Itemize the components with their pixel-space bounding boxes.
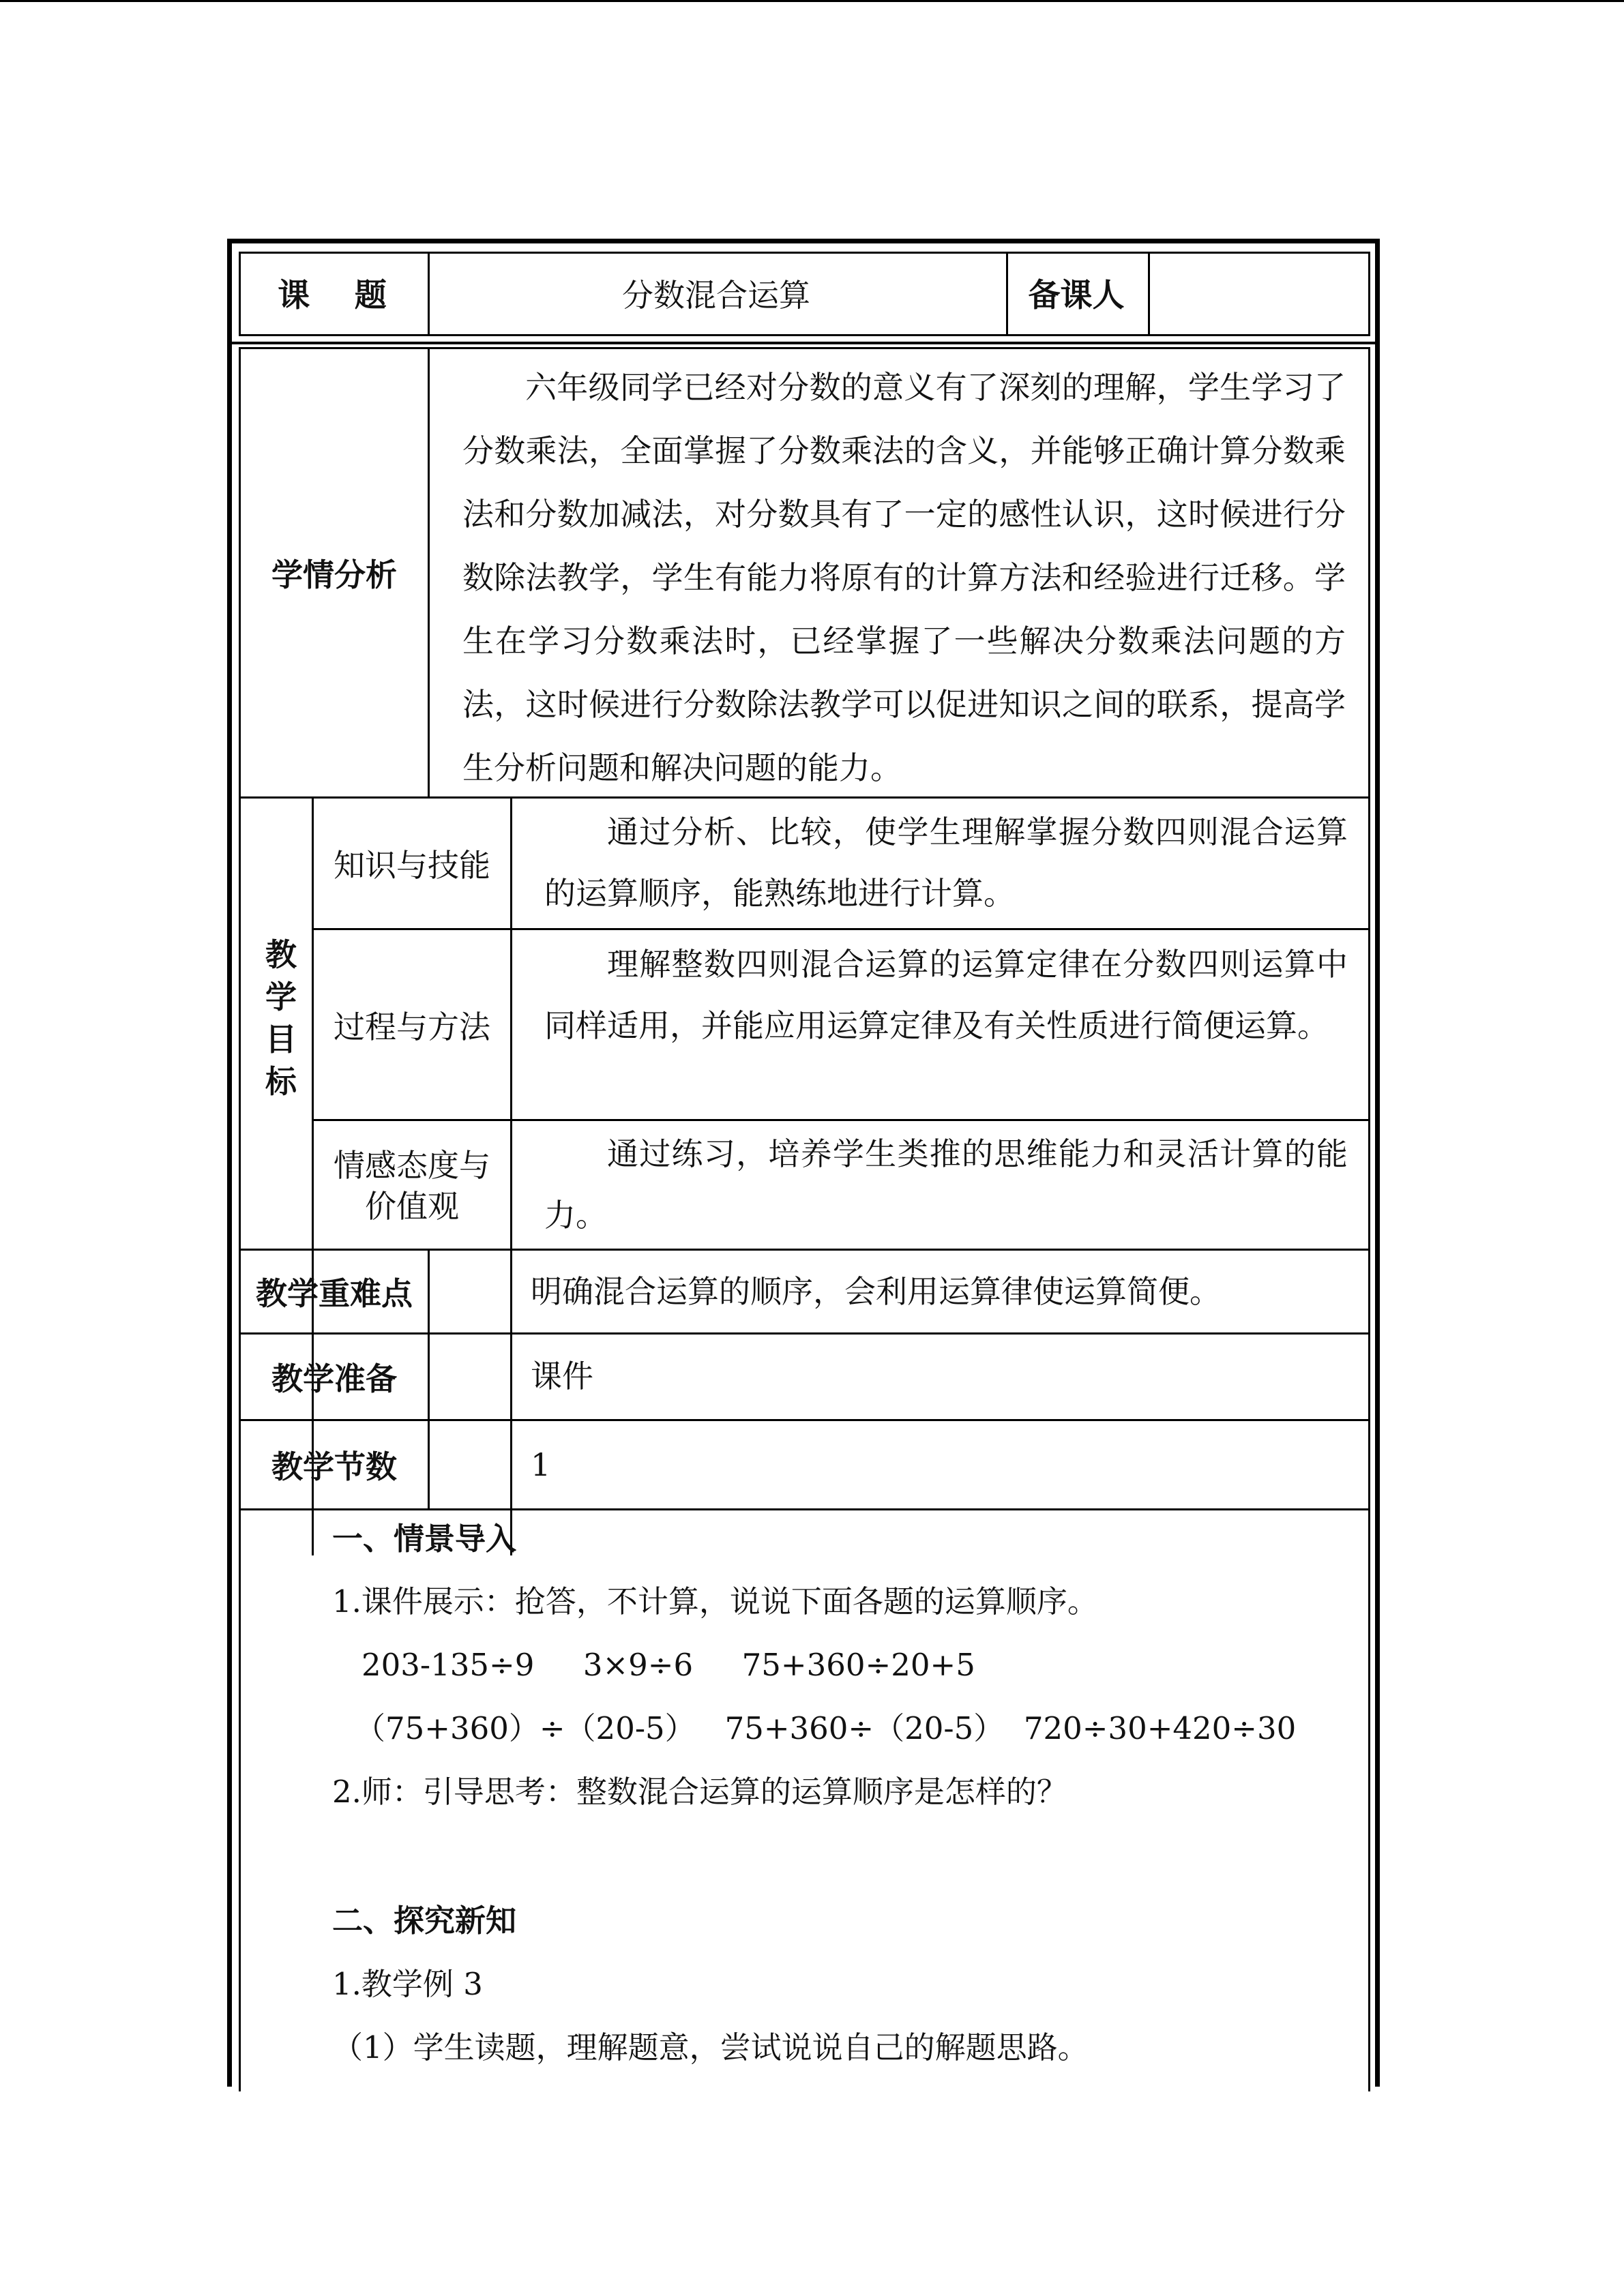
page-top-border (0, 0, 1624, 2)
key-points-text: 明确混合运算的顺序，会利用运算律使运算简便。 (531, 1273, 1221, 1310)
key-points-divider (428, 1249, 430, 1510)
process-item-4: （1）学生读题，理解题意，尝试说说自己的解题思路。 (332, 2029, 1089, 2066)
section-separator (232, 342, 1375, 344)
goal-text-knowledge: 通过分析、比较，使学生理解掌握分数四则混合运算的运算顺序，能熟练地进行计算。 (544, 814, 1348, 912)
topic-label: 课 题 (278, 277, 387, 314)
topic-value: 分数混合运算 (622, 276, 810, 314)
process-item-3: 1.教学例 3 (332, 1966, 483, 2002)
goal-text-process: 理解整数四则混合运算的运算定律在分数四则运算中同样适用，并能应用运算定律及有关性质进行简便运算。 (544, 946, 1348, 1044)
header-right-line (1368, 252, 1370, 336)
goals-label: 教 学 目 标 (265, 936, 297, 1100)
process-exprs-2: （75+360）÷（20-5） 75+360÷（20-5） 720÷30+420÷30 (355, 1710, 1297, 1746)
preparer-value (1150, 254, 1368, 332)
preparer-label: 备课人 (1028, 277, 1125, 314)
goal-label-attitude: 情感态度与价值观 (334, 1147, 490, 1225)
header-bottom-line (239, 334, 1370, 336)
goal-text-attitude: 通过练习，培养学生类推的思维能力和灵活计算的能力。 (544, 1135, 1348, 1234)
goal-label-process: 过程与方法 (334, 1008, 490, 1045)
body-right-line (1368, 347, 1370, 2091)
goals-divider-2 (510, 796, 512, 1555)
header-left-line (239, 252, 241, 336)
analysis-divider (428, 347, 430, 799)
section2-title: 二、探究新知 (332, 1903, 517, 1939)
header-divider-1 (428, 252, 430, 336)
header-divider-3 (1148, 252, 1150, 336)
header-divider-2 (1006, 252, 1008, 336)
header-top-line (239, 252, 1370, 254)
process-item-1: 1.课件展示：抢答，不计算，说说下面各题的运算顺序。 (332, 1583, 1098, 1620)
lesson-plan-table (227, 239, 1380, 2087)
goal-label-knowledge: 知识与技能 (334, 847, 490, 884)
key-points-label: 教学重难点 (256, 1275, 413, 1312)
analysis-text: 六年级同学已经对分数的意义有了深刻的理解，学生学习了分数乘法，全面掌握了分数乘法的含义，并能够正确计算分数乘法和分数加减法，对分数具有了一定的感性认识，这时候进行分数除法教学，学生有能力将原有的计算方法和经验进行迁移。学生在学习分数乘法时，已经掌握了一些解决分数乘法问题的方法，这时候进行分数除法教学可以促进知识之间的联系，提高学生分析问题和解决问题的能力。 (462, 369, 1346, 786)
preparation-label: 教学准备 (271, 1360, 397, 1397)
process-item-2: 2.师：引导思考：整数混合运算的运算顺序是怎样的？ (332, 1774, 1067, 1810)
analysis-label: 学情分析 (271, 556, 397, 593)
process-exprs-1: 203-135÷9 3×9÷6 75+360÷20+5 (361, 1647, 975, 1683)
periods-text: 1 (531, 1446, 551, 1483)
periods-label: 教学节数 (271, 1448, 397, 1485)
periods-bottom-line (239, 1508, 1370, 1510)
preparation-text: 课件 (531, 1358, 593, 1395)
section1-title: 一、情景导入 (332, 1521, 517, 1557)
